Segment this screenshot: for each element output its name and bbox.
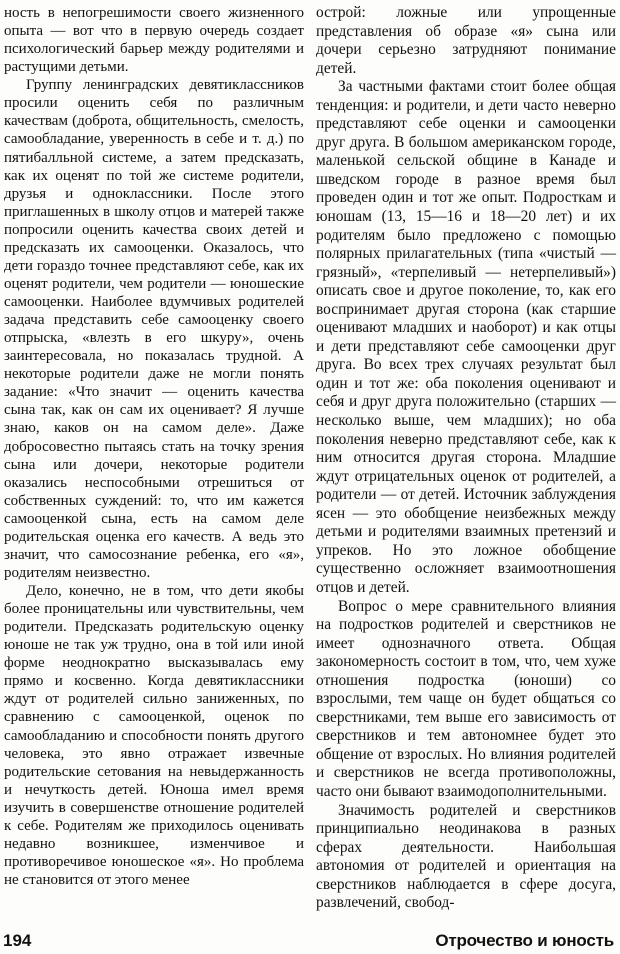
paragraph: Дело, конечно, не в том, что дети якобы более проницательны или чувствительны, чем родители. Предсказать родительскую оценку юноше не так уж трудно, она в той или иной форме неоднократно высказывалась ему прямо и косвенно. Когда девятиклассники ждут от родителей сильно заниженных, по сравнению с самооценкой, оценок по самообладанию и способности понять другого человека, это явно отражает извечные родительские сетования на невыдержанность и нечуткость детей. Юноша имел время изучить в совершенстве отношение родителей к себе. Родителям же приходилось оценивать недавно возникшее, изменчивое и противоречивое юношеское «я». Но проблема не становится от этого менее	[4, 583, 304, 888]
paragraph: За частными фактами стоит более общая тенденция: и родители, и дети часто неверно представляют себе оценки и самооценки друг друга. В большом американском городе, маленькой сельской общине в Канаде и шведском городе в разное время был проведен один и тот же опыт. Подросткам и юношам (13, 15—16 и 18—20 лет) и их родителям было предложено с помощью полярных прилагательных (типа «чистый — грязный», «терпеливый — нетерпеливый») описать свое и другое поколение, то, как его воспринимает другая сторона (как старшие оценивают младших и наоборот) и как отцы и дети представляют себе самооценки друг друга. Во всех трех случаях результат был один и тот же: оба поколения оценивают и себя и друг друга положительно (старших — несколько выше, чем младших); но оба поколения неверно представляют себе, как к ним относится другая сторона. Младшие ждут отрицательных оценок от родителей, а родители — от детей. Источник заблуждения ясен — это обобщение неизбежных между детьми и родителями взаимных претензий и упреков. Но это ложное обобщение существенно осложняет взаимоотношения отцов и детей.	[316, 78, 616, 596]
page-number: 194	[3, 931, 32, 950]
running-title: Отрочество и юность	[435, 931, 614, 950]
paragraph: острой: ложные или упрощенные представления об образе «я» сына или дочери серьезно затрудняют понимание детей.	[316, 4, 616, 77]
paragraph: Группу ленинградских девятиклассников просили оценить себя по различным качествам (доброта, общительность, смелость, самообладание, уверенность в себе и т. д.) по пятибалльной системе, а затем предсказать, как их оценят по той же системе родители, друзья и одноклассники. После этого приглашенных в школу отцов и матерей также попросили оценить качества своих детей и предсказать их самооценки. Оказалось, что дети гораздо точнее представляют себе, как их оценят родители, чем родители — юношеские самооценки. Наиболее вдумчивых родителей задача представить себе самооценку своего отпрыска, «влезть в его шкуру», очень заинтересовала, но показалась трудной. А некоторые родители даже не могли понять задание: «Что значит — оценить качества сына так, как он сам их оценивает? Я лучше знаю, каков он на самом деле». Даже добросовестно пытаясь стать на точку зрения сына или дочери, некоторые родители оказались неспособными отрешиться от собственных суждений: то, что им кажется самооценкой сына, есть на самом деле родительская оценка его качеств. А ведь это значит, что самосознание ребенка, его «я», родителям неизвестно.	[4, 77, 304, 581]
paragraph: Значимость родителей и сверстников принципиально неодинакова в разных сферах деятельности. Наибольшая автономия от родителей и ориентация на сверстников наблюдается в сфере досуга, развлечений, свобод-	[316, 801, 616, 912]
page-footer	[0, 931, 620, 953]
left-column	[4, 4, 304, 889]
paragraph: Вопрос о мере сравнительного влияния на подростков родителей и сверстников не имеет однозначного ответа. Общая закономерность состоит в том, что, чем хуже отношения подростка (юноши) со взрослыми, тем чаще он будет общаться со сверстниками, тем выше его зависимость от сверстников и тем автономнее будет это общение от взрослых. Но влияния родителей и сверстников не всегда противоположны, часто они бывают взаимодополнительными.	[316, 597, 616, 800]
right-column	[316, 4, 616, 913]
paragraph: ность в непогрешимости своего жизненного опыта — вот что в первую очередь создает психологический барьер между родителями и растущими детьми.	[4, 5, 304, 76]
